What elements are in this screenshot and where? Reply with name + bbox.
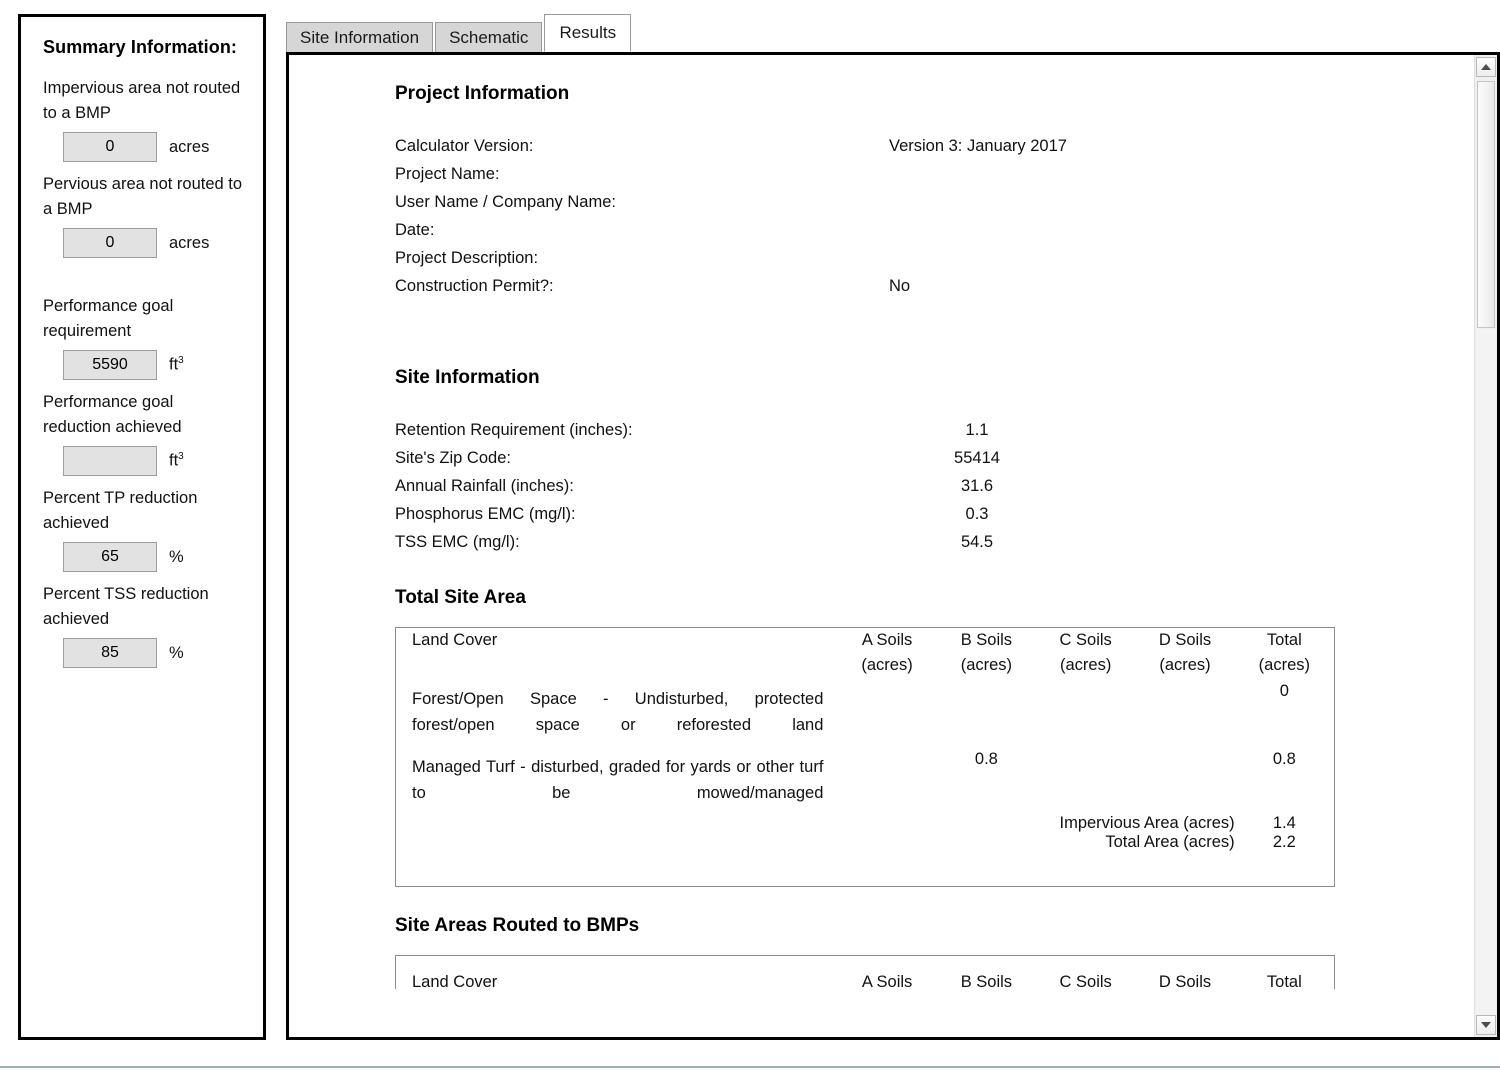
table-row xyxy=(396,746,1334,814)
routed-header-a-soils: A Soils xyxy=(861,973,913,989)
row-forest-open-space-a xyxy=(837,678,936,746)
tab-schematic[interactable]: Schematic xyxy=(435,22,542,52)
scroll-up-button[interactable] xyxy=(1476,57,1496,77)
site-areas-routed-heading: Site Areas Routed to BMPs xyxy=(395,915,640,936)
percent-tp-reduction-unit: % xyxy=(169,547,184,566)
summary-panel-title: Summary Information: xyxy=(43,37,238,57)
site-info-value-zip-code: 55414 xyxy=(954,449,1000,467)
project-info-key-calculator-version: Calculator Version: xyxy=(395,137,534,155)
routed-header-land-cover: Land Cover xyxy=(412,973,498,989)
table-row xyxy=(395,275,1067,303)
project-information-heading: Project Information xyxy=(395,83,570,104)
performance-goal-requirement-unit xyxy=(169,355,184,375)
results-tab-area xyxy=(286,14,1500,1040)
site-info-key-phosphorus-emc: Phosphorus EMC (mg/l): xyxy=(395,505,576,523)
header-total-unit: (acres) xyxy=(1258,656,1310,674)
impervious-unrouted-value[interactable]: 0 xyxy=(63,132,157,162)
project-info-key-project-description: Project Description: xyxy=(395,249,539,267)
project-info-value-project-description xyxy=(889,247,1067,275)
table-row xyxy=(395,219,1067,247)
row-managed-turf-total: 0.8 xyxy=(1272,750,1296,768)
row-forest-open-space-b xyxy=(937,678,1036,746)
vertical-scrollbar[interactable] xyxy=(1474,55,1497,1037)
table-row xyxy=(395,419,1065,447)
header-b-soils-label: B Soils xyxy=(960,631,1013,649)
routed-header-b-soils: B Soils xyxy=(960,973,1013,989)
summary-field-percent-tss-reduction xyxy=(63,638,243,668)
pervious-unrouted-unit: acres xyxy=(169,233,210,252)
table-row xyxy=(395,191,1067,219)
summary-field-pervious-unrouted xyxy=(63,228,243,258)
summary-field-label-performance-goal-requirement: Performance goal requirement xyxy=(43,297,174,340)
row-forest-open-space-c xyxy=(1036,678,1135,746)
table-row xyxy=(395,475,1065,503)
site-info-key-annual-rainfall: Annual Rainfall (inches): xyxy=(395,477,574,495)
section-spacer xyxy=(395,303,1355,367)
header-c-soils-label: C Soils xyxy=(1059,631,1112,649)
table-row xyxy=(396,678,1334,746)
summary-field-performance-goal-requirement xyxy=(63,350,243,380)
site-information-table xyxy=(395,419,1065,559)
summary-field-percent-tp-reduction xyxy=(63,542,243,572)
summary-field-impervious-unrouted xyxy=(63,132,243,162)
percent-tss-reduction-value[interactable]: 85 xyxy=(63,638,157,668)
site-info-value-phosphorus-emc: 0.3 xyxy=(965,505,989,523)
project-info-key-date: Date: xyxy=(395,221,435,239)
percent-tp-reduction-value[interactable]: 65 xyxy=(63,542,157,572)
unit-superscript: 3 xyxy=(178,355,184,367)
row-forest-open-space-total: 0 xyxy=(1279,682,1289,700)
row-managed-turf-c xyxy=(1036,746,1135,814)
total-site-area-heading: Total Site Area xyxy=(395,587,526,608)
summary-information-panel xyxy=(18,14,266,1040)
impervious-unrouted-unit: acres xyxy=(169,137,210,156)
table-row xyxy=(395,503,1065,531)
row-forest-open-space-label: Forest/Open Space - Undisturbed, protected forest/open space or reforested land xyxy=(412,690,824,734)
table-row xyxy=(395,135,1067,163)
project-info-key-project-name: Project Name: xyxy=(395,165,500,183)
chevron-up-icon xyxy=(1481,64,1491,70)
scroll-down-button[interactable] xyxy=(1476,1015,1496,1035)
table-row xyxy=(395,531,1065,559)
project-info-key-construction-permit: Construction Permit?: xyxy=(395,277,554,295)
chevron-down-icon xyxy=(1481,1022,1491,1028)
site-info-value-retention-requirement: 1.1 xyxy=(965,421,989,439)
site-info-value-tss-emc: 54.5 xyxy=(960,533,994,551)
header-b-soils-unit: (acres) xyxy=(960,656,1013,674)
table-row xyxy=(395,447,1065,475)
total-area-label: Total Area (acres) xyxy=(1105,833,1235,851)
project-info-value-calculator-version: Version 3: January 2017 xyxy=(889,137,1067,155)
tab-panel xyxy=(286,52,1500,1040)
row-managed-turf-a xyxy=(837,746,936,814)
project-info-value-user-company-name xyxy=(889,191,1067,219)
unit-text: ft xyxy=(169,451,179,470)
performance-goal-reduction-unit xyxy=(169,451,184,471)
routed-header-d-soils: D Soils xyxy=(1158,973,1212,989)
unit-text: ft xyxy=(169,355,179,374)
total-site-area-table xyxy=(395,627,1335,887)
routed-header-total: Total xyxy=(1266,973,1302,989)
scrollbar-track[interactable] xyxy=(1476,329,1496,1014)
header-d-soils-label: D Soils xyxy=(1158,631,1212,649)
project-information-table xyxy=(395,135,1067,303)
pervious-unrouted-value[interactable]: 0 xyxy=(63,228,157,258)
summary-field-label-percent-tp-reduction: Percent TP reduction achieved xyxy=(43,489,198,532)
scrollbar-thumb[interactable] xyxy=(1477,81,1495,328)
table-header-row xyxy=(396,628,1334,678)
header-b-soils xyxy=(937,628,1036,678)
project-info-value-date xyxy=(889,219,1067,247)
header-total-label: Total xyxy=(1266,631,1302,649)
summary-field-label-percent-tss-reduction: Percent TSS reduction achieved xyxy=(43,585,209,628)
header-total xyxy=(1235,628,1334,678)
header-d-soils xyxy=(1135,628,1234,678)
unit-superscript: 3 xyxy=(178,451,184,463)
routed-header-c-soils: C Soils xyxy=(1059,973,1112,989)
impervious-area-value: 1.4 xyxy=(1272,814,1296,832)
project-info-value-project-name xyxy=(889,163,1067,191)
summary-field-performance-goal-reduction xyxy=(63,446,243,476)
performance-goal-reduction-value[interactable] xyxy=(63,446,157,476)
summary-field-label-impervious-unrouted: Impervious area not routed to a BMP xyxy=(43,79,241,122)
row-managed-turf-label: Managed Turf - disturbed, graded for yards or other turf to be mowed/managed xyxy=(412,758,824,802)
summary-spacer xyxy=(43,268,243,294)
total-area-value: 2.2 xyxy=(1272,833,1296,851)
header-a-soils-label: A Soils xyxy=(861,631,913,649)
header-c-soils xyxy=(1036,628,1135,678)
site-areas-routed-table xyxy=(395,955,1335,989)
header-c-soils-unit: (acres) xyxy=(1060,656,1112,674)
site-information-heading: Site Information xyxy=(395,367,540,388)
tab-site-information[interactable]: Site Information xyxy=(286,22,433,52)
table-header-row xyxy=(396,956,1334,989)
header-a-soils xyxy=(837,628,936,678)
site-info-key-retention-requirement: Retention Requirement (inches): xyxy=(395,421,633,439)
percent-tss-reduction-unit: % xyxy=(169,643,184,662)
section-spacer xyxy=(395,887,1355,915)
header-d-soils-unit: (acres) xyxy=(1159,656,1211,674)
table-row xyxy=(395,163,1067,191)
section-spacer xyxy=(395,559,1355,587)
table-summary-row xyxy=(396,814,1334,833)
impervious-area-label: Impervious Area (acres) xyxy=(1059,814,1235,832)
summary-field-label-pervious-unrouted: Pervious area not routed to a BMP xyxy=(43,175,243,218)
row-managed-turf-b: 0.8 xyxy=(974,750,998,768)
header-land-cover: Land Cover xyxy=(412,631,498,649)
tab-strip xyxy=(286,14,633,52)
site-info-value-annual-rainfall: 31.6 xyxy=(960,477,994,495)
row-forest-open-space-d xyxy=(1135,678,1234,746)
tab-results[interactable]: Results xyxy=(544,14,631,52)
results-document xyxy=(289,55,1475,1037)
row-managed-turf-d xyxy=(1135,746,1234,814)
site-info-key-tss-emc: TSS EMC (mg/l): xyxy=(395,533,520,551)
project-info-value-construction-permit: No xyxy=(889,277,911,295)
table-summary-row xyxy=(396,833,1334,886)
window-bottom-strip xyxy=(0,1066,1500,1082)
header-a-soils-unit: (acres) xyxy=(861,656,913,674)
performance-goal-requirement-value[interactable]: 5590 xyxy=(63,350,157,380)
table-row xyxy=(395,247,1067,275)
summary-field-label-performance-goal-reduction: Performance goal reduction achieved xyxy=(43,393,182,436)
site-info-key-zip-code: Site's Zip Code: xyxy=(395,449,511,467)
project-info-key-user-company-name: User Name / Company Name: xyxy=(395,193,616,211)
